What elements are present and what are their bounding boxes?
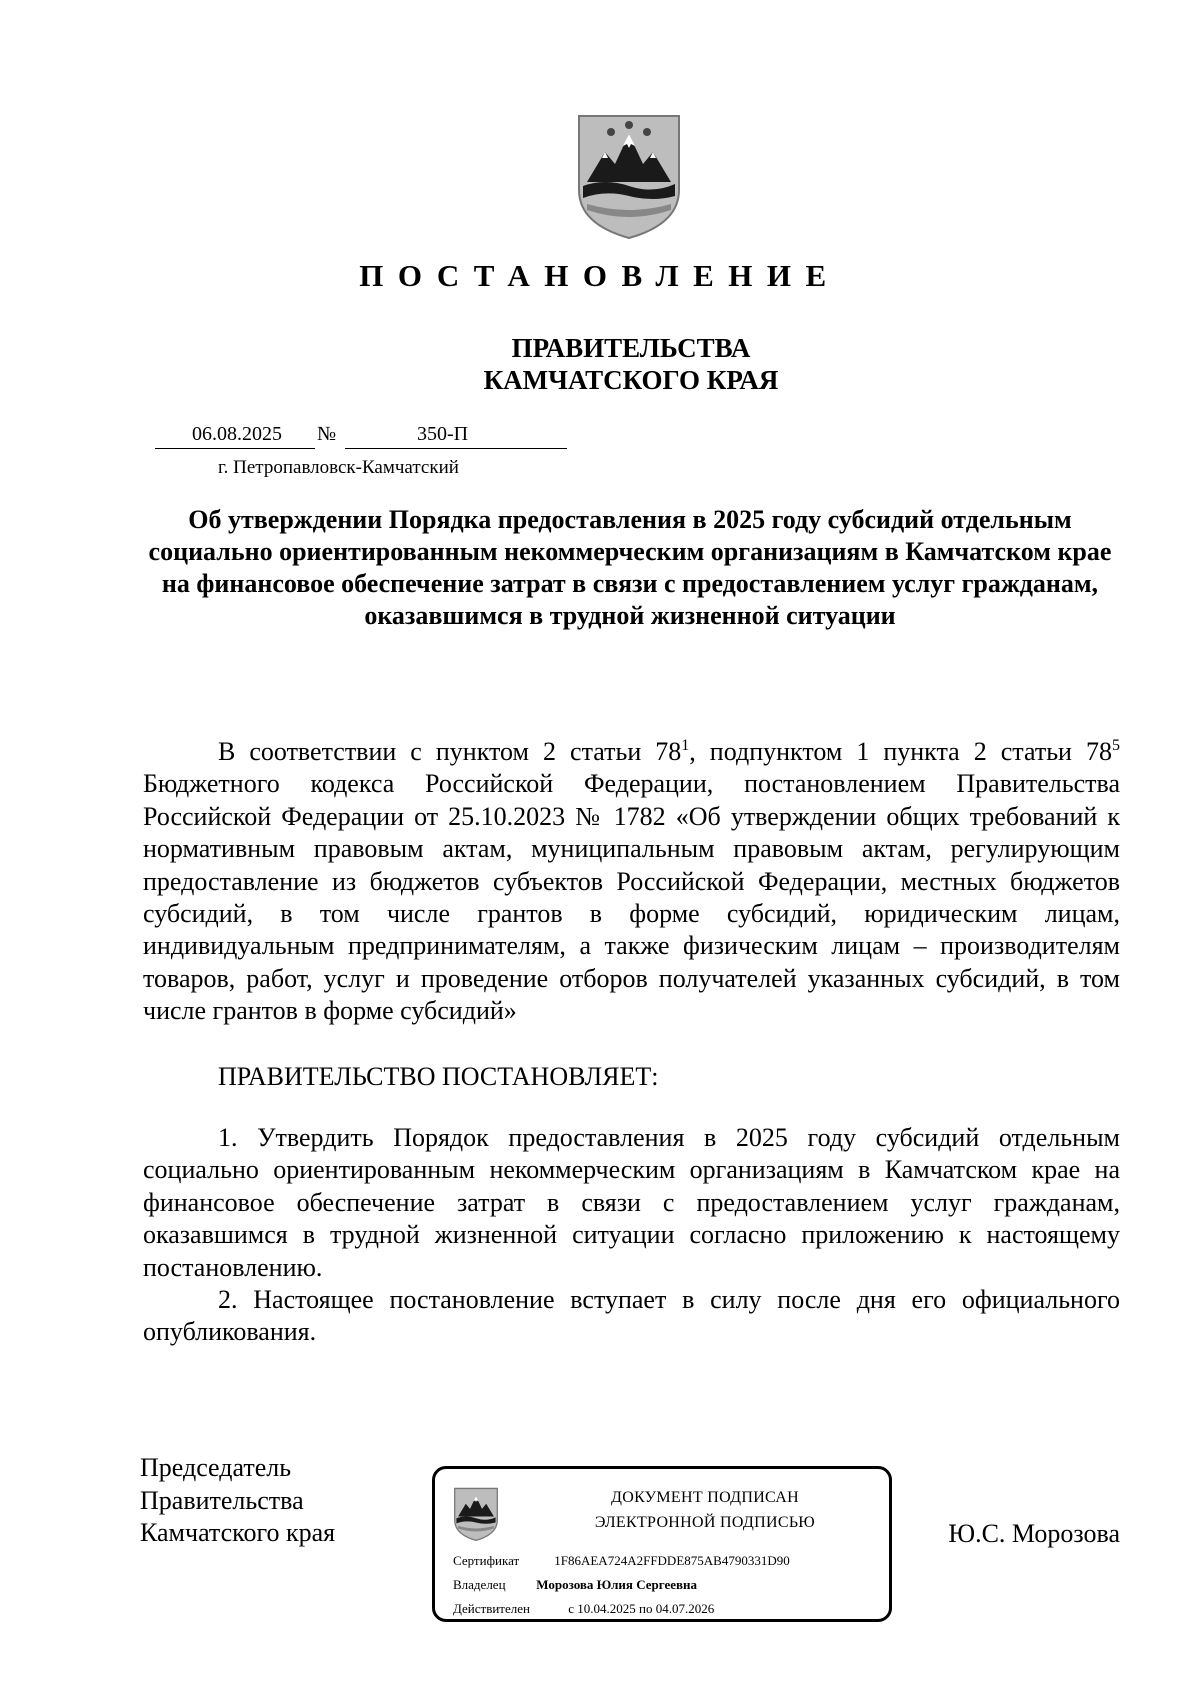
coat-of-arms-icon (575, 112, 683, 240)
item-1 (143, 1122, 1120, 1284)
document-number: 350-П (417, 423, 469, 445)
preamble-superscript-1: 1 (681, 737, 690, 754)
stamp-coat-of-arms-icon (453, 1483, 499, 1545)
issuer-line-2: КАМЧАТСКОГО КРАЯ (483, 365, 779, 395)
stamp-validity-row (453, 1601, 714, 1617)
stamp-owner-value: Морозова Юлия Сергеевна (536, 1577, 698, 1592)
stamp-validity-value: с 10.04.2025 по 04.07.2026 (568, 1601, 715, 1616)
signer-position-line-3: Камчатского края (140, 1518, 336, 1547)
stamp-owner-label: Владелец (453, 1577, 506, 1592)
stamp-certificate-row (453, 1553, 790, 1569)
signer-name: Ю.С. Морозова (948, 1519, 1120, 1548)
number-underline (345, 448, 567, 449)
stamp-owner-row (453, 1577, 697, 1593)
signer-position (140, 1452, 335, 1550)
number-sign: № (317, 423, 337, 445)
stamp-certificate-label: Сертификат (453, 1553, 520, 1568)
document-date: 06.08.2025 (192, 423, 282, 445)
stamp-certificate-value: 1F86AEA724A2FFDDE875AB4790331D90 (554, 1553, 790, 1568)
item-2-text: 2. Настоящее постановление вступает в силу после дня его официального опубликования. (143, 1285, 1120, 1347)
issuer-heading (0, 332, 1200, 396)
preamble-paragraph (143, 736, 1120, 1028)
stamp-validity-label: Действителен (453, 1601, 530, 1616)
stamp-heading-line-2: ЭЛЕКТРОННОЙ ПОДПИСЬЮ (594, 1514, 816, 1531)
item-2 (143, 1284, 1120, 1349)
electronic-signature-stamp (432, 1466, 892, 1622)
preamble-text-1: В соответствии с пунктом 2 статьи 78 (218, 737, 682, 766)
date-underline (155, 448, 315, 449)
document-type-heading: ПОСТАНОВЛЕНИЕ (359, 258, 841, 293)
stamp-heading-line-1: ДОКУМЕНТ ПОДПИСАН (611, 1489, 799, 1506)
signer-position-line-1: Председатель (140, 1453, 292, 1482)
preamble-text-3: Бюджетного кодекса Российской Федерации, постановлением Правительства Российской Федерации от 25.10.2023 № 1782 «Об утверждении общих требований к нормативным правовым актам, муниципальным правовым актам, регулирующим предоставление из бюджетов субъектов Российской Федерации, местных бюджетов субсидий, в том числе грантов в форме субсидий, юридическим лицам, индивидуальным предпринимателям, а также физическим лицам – производителям товаров, работ, услуг и проведение отборов получателей указанных субсидий, в том числе грантов в форме субсидий» (143, 769, 1120, 1026)
preamble-superscript-2: 5 (1112, 737, 1120, 754)
issuer-line-1: ПРАВИТЕЛЬСТВА (511, 333, 751, 363)
signer-position-line-2: Правительства (140, 1485, 304, 1515)
resolves-heading: ПРАВИТЕЛЬСТВО ПОСТАНОВЛЯЕТ: (218, 1062, 659, 1091)
item-1-text: 1. Утвердить Порядок предоставления в 2025 году субсидий отдельным социально ориентированным некоммерческим организациям в Камчатском крае на финансовое обеспечение затрат в связи с предоставлением услуг гражданам, оказавшимся в трудной жизненной ситуации согласно приложению к настоящему постановлению. (143, 1123, 1120, 1282)
city: г. Петропавловск-Камчатский (218, 457, 459, 478)
stamp-heading (535, 1485, 875, 1535)
document-title: Об утверждении Порядка предоставления в 2025 году субсидий отдельным социально ориентированным некоммерческим организациям в Камчатском крае на финансовое обеспечение затрат в связи с предоставлением услуг гражданам, оказавшимся в трудной жизненной ситуации (148, 505, 1112, 630)
preamble-text-2: , подпунктом 1 пункта 2 статьи 78 (689, 737, 1112, 766)
